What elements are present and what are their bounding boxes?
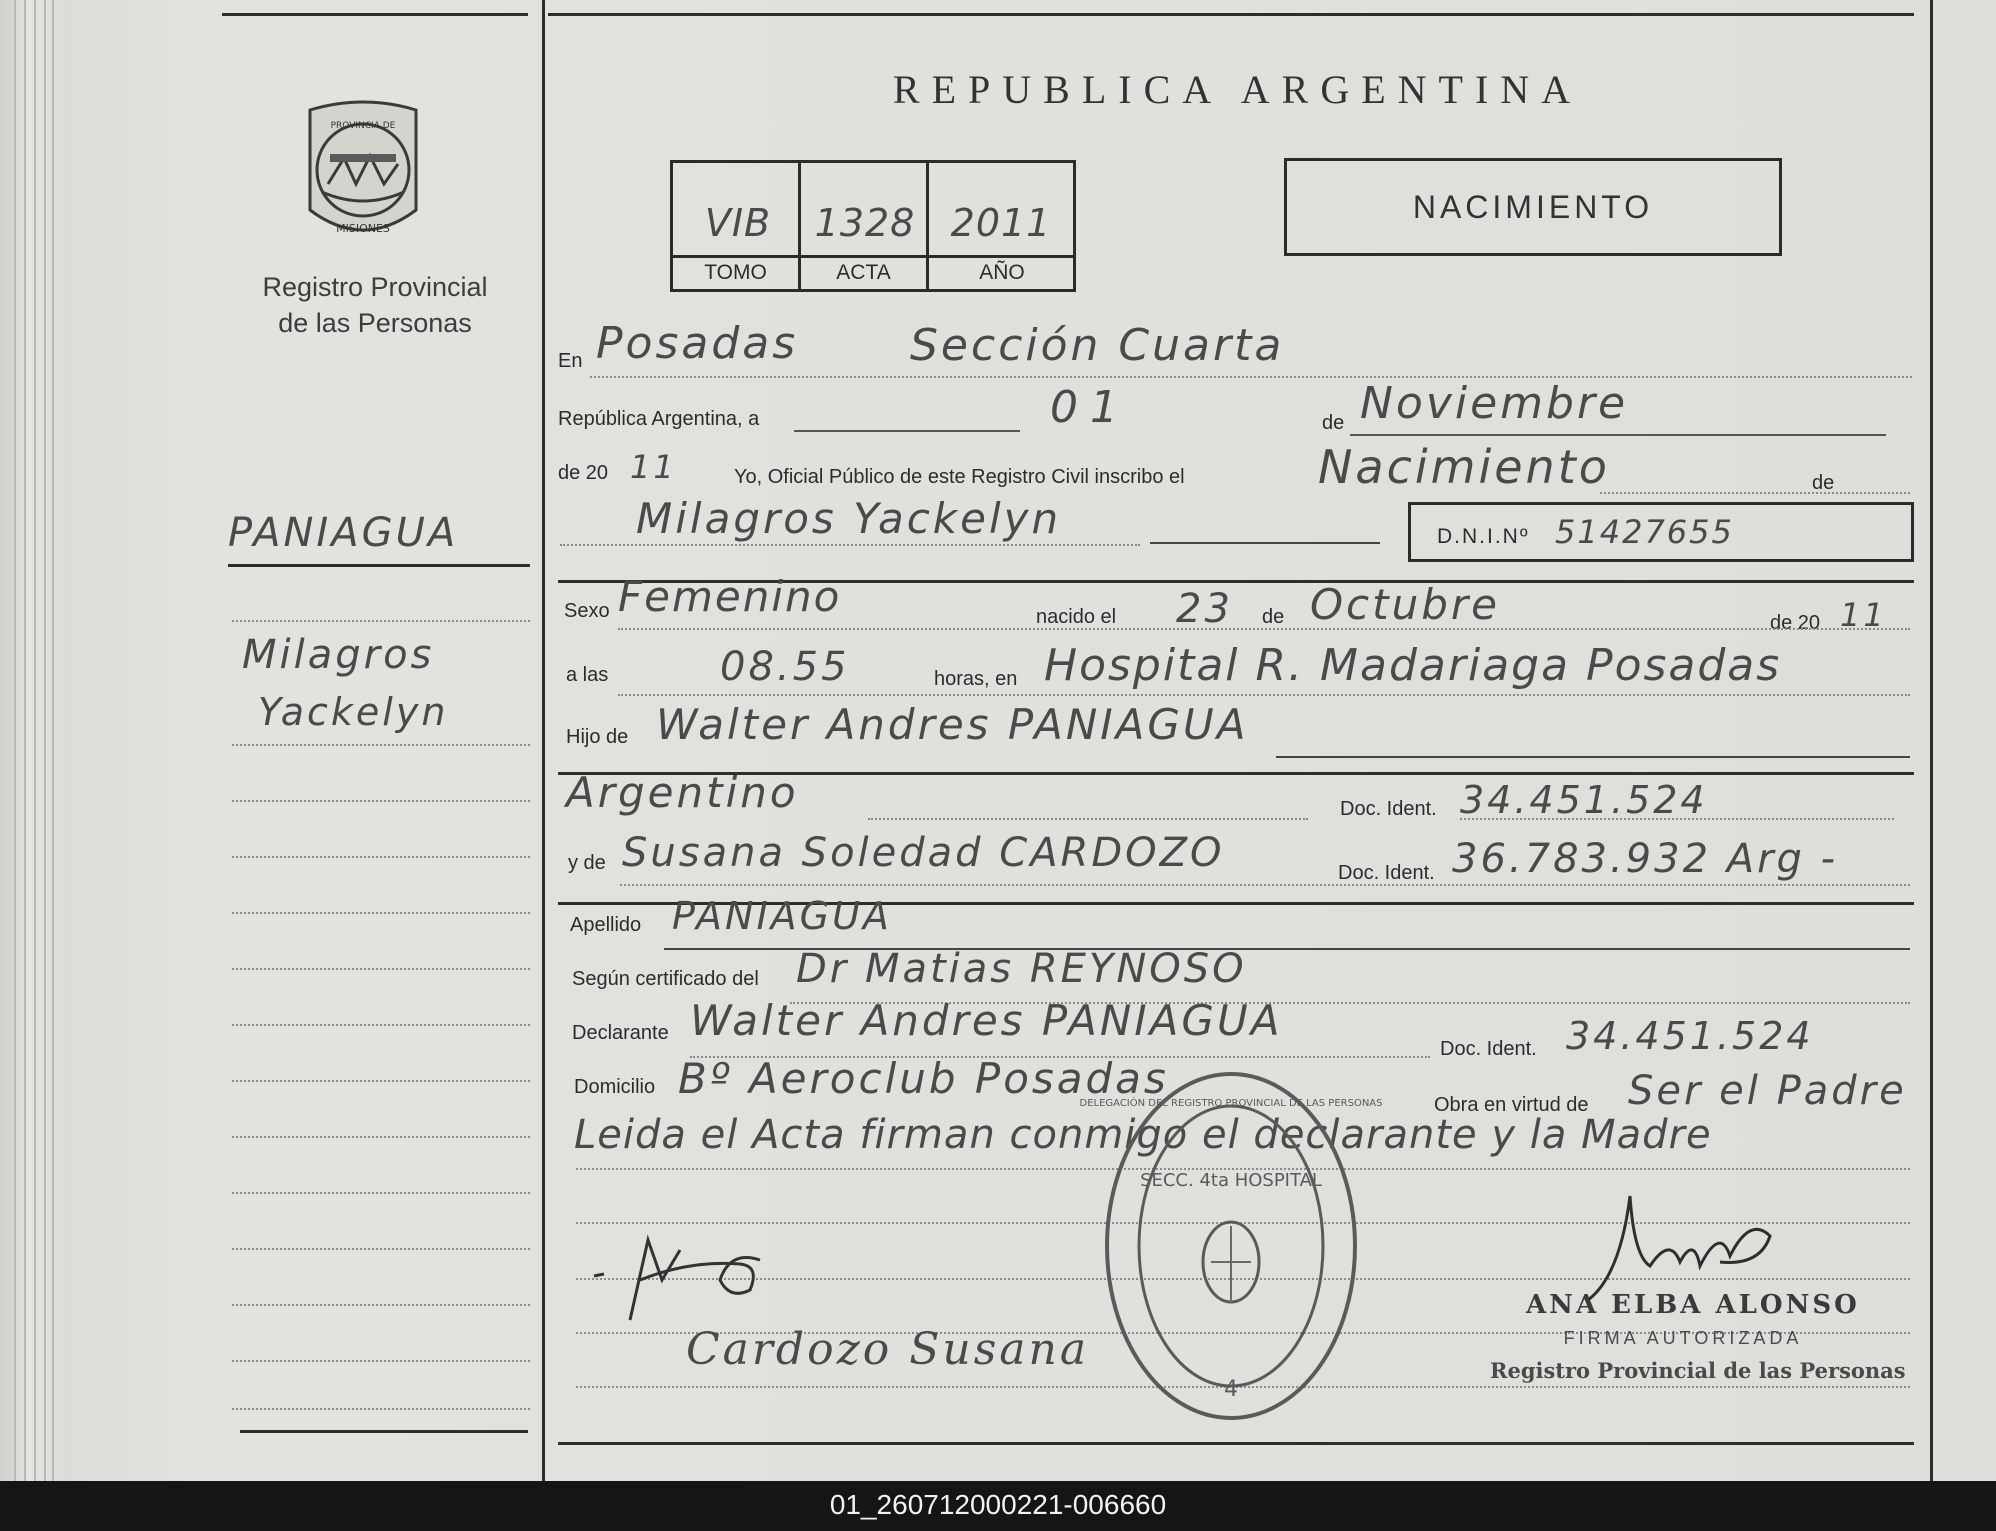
official-registry: Registro Provincial de las Personas (1490, 1358, 1906, 1383)
margin-surname: PANIAGUA (228, 510, 459, 556)
mother-label: y de (568, 852, 606, 874)
child-name-value: Milagros Yackelyn (636, 494, 1062, 543)
page-edge (34, 0, 36, 1481)
official-title: FIRMA AUTORIZADA (1563, 1328, 1803, 1348)
country-heading: REPUBLICA ARGENTINA (892, 67, 1583, 112)
page-edge (24, 0, 26, 1481)
margin-surname-rule (228, 564, 530, 567)
de-label: de (1322, 412, 1345, 434)
address-label: Domicilio (574, 1076, 656, 1098)
line-6-dots (618, 694, 1910, 696)
top-rule-right (548, 13, 1914, 16)
tomo-value: VIB (704, 201, 772, 245)
stamp-outer-text: DELEGACIÓN DEL REGISTRO PROVINCIAL DE LAS PERSONAS (1079, 1098, 1383, 1109)
official-stamp (1079, 1066, 1383, 1426)
line-8-dots (868, 818, 1308, 820)
top-rule-left (222, 13, 528, 16)
cert-label: Según certificado del (572, 968, 759, 990)
margin-dotted-line (232, 1080, 530, 1082)
cert-value: Dr Matias REYNOSO (796, 946, 1247, 992)
image-code: 01_260712000221-006660 (829, 1489, 1167, 1520)
margin-bottom-rule (240, 1430, 528, 1433)
doc-label-1: Doc. Ident. (1340, 798, 1437, 820)
seal-top-text: PROVINCIA DE (330, 121, 396, 131)
line-5-dots (618, 628, 1910, 630)
line-4-dots (560, 544, 1140, 546)
republic-label: República Argentina, a (558, 408, 760, 430)
father-doc-value: 34.451.524 (1460, 778, 1708, 822)
month-underline (1350, 434, 1886, 436)
sex-value: Femenino (618, 572, 842, 621)
margin-given-name-1: Milagros (242, 632, 435, 678)
margin-dotted-line (232, 744, 530, 746)
mother-doc-value: 36.783.932 Arg - (1452, 836, 1839, 882)
official-signature (1580, 1186, 1780, 1306)
month-value: Noviembre (1360, 378, 1629, 429)
margin-dotted-line (232, 912, 530, 914)
ano-label: AÑO (979, 261, 1025, 284)
declarant-doc-value: 34.451.524 (1566, 1014, 1814, 1058)
born-month-value: Octubre (1310, 580, 1501, 629)
born-de-label: de (1262, 606, 1285, 628)
ano-value: 2011 (950, 201, 1052, 245)
born-label: nacido el (1036, 606, 1117, 628)
record-type-box (1284, 158, 1782, 256)
doc-label-2: Doc. Ident. (1338, 862, 1435, 884)
dni-value: 51427655 (1555, 513, 1734, 551)
en-label: En (558, 350, 583, 372)
page-edge (52, 0, 54, 1481)
closing-text: Leida el Acta firman conmigo el declarante y la Madre (574, 1112, 1712, 1158)
father-nationality-value: Argentino (566, 768, 799, 817)
de-label-2: de (1812, 472, 1835, 494)
time-label: a las (566, 664, 609, 686)
mother-signature: Cardozo Susana (686, 1324, 1090, 1375)
margin-dotted-line (232, 1248, 530, 1250)
official-text: Yo, Oficial Público de este Registro Civil inscribo el (734, 466, 1185, 488)
margin-dotted-line (232, 620, 530, 622)
event-value: Nacimiento (1318, 440, 1610, 494)
acta-value: 1328 (814, 201, 916, 245)
year-suffix: 11 (630, 448, 677, 486)
line-3-dots (1600, 492, 1910, 494)
official-name: ANA ELBA ALONSO (1526, 1290, 1860, 1320)
line-1-dots (590, 376, 1912, 378)
place-value: Posadas (596, 318, 799, 369)
section-value: Sección Cuarta (910, 320, 1285, 371)
page-edge (44, 0, 46, 1481)
margin-dotted-line (232, 1304, 530, 1306)
year-prefix: de 20 (558, 462, 609, 484)
registry-seal (300, 100, 426, 246)
image-footer (0, 1481, 1996, 1531)
birth-place-value: Hospital R. Madariaga Posadas (1044, 640, 1782, 691)
margin-dotted-line (232, 800, 530, 802)
surname-label: Apellido (570, 914, 642, 936)
declarant-value: Walter Andres PANIAGUA (690, 996, 1283, 1045)
stamp-number: 4 (1224, 1377, 1238, 1402)
sex-label: Sexo (564, 600, 610, 622)
margin-dotted-line (232, 856, 530, 858)
margin-dotted-line (232, 1408, 530, 1410)
child-name-underline (1150, 542, 1380, 544)
declarant-signature (590, 1220, 810, 1330)
time-value: 08.55 (720, 644, 850, 690)
registry-name-line1: Registro Provincial (262, 272, 488, 302)
margin-given-name-2: Yackelyn (258, 690, 449, 734)
record-ids-table (670, 160, 1076, 292)
day-underline (794, 430, 1020, 432)
acta-label: ACTA (836, 261, 891, 284)
mother-name-value: Susana Soledad CARDOZO (622, 830, 1225, 876)
doc-label-3: Doc. Ident. (1440, 1038, 1537, 1060)
father-name-value: Walter Andres PANIAGUA (656, 700, 1249, 749)
right-border (1930, 0, 1933, 1481)
bottom-rule (558, 1442, 1914, 1445)
page-edge (14, 0, 16, 1481)
registry-name-line2: de las Personas (278, 308, 472, 338)
father-name-underline (1276, 756, 1910, 758)
surname-value: PANIAGUA (672, 894, 892, 938)
address-value: Bº Aeroclub Posadas (678, 1054, 1169, 1103)
margin-dotted-line (232, 1024, 530, 1026)
panel-divider (542, 0, 545, 1481)
record-type-label: NACIMIENTO (1412, 189, 1654, 225)
dni-label: D.N.I.Nº (1437, 525, 1530, 548)
margin-dotted-line (232, 1192, 530, 1194)
born-day-value: 23 (1176, 586, 1233, 632)
born-year-suffix: 11 (1840, 596, 1887, 634)
margin-dotted-line (232, 968, 530, 970)
day-value: 01 (1050, 382, 1130, 433)
tomo-label: TOMO (704, 261, 767, 284)
stamp-inner-text: SECC. 4ta HOSPITAL (1140, 1170, 1322, 1191)
father-label: Hijo de (566, 726, 629, 748)
seal-bottom-text: MISIONES (336, 222, 390, 235)
line-8-dots-right (1460, 818, 1894, 820)
dni-box (1408, 502, 1914, 562)
capacity-label: Obra en virtud de (1434, 1094, 1589, 1116)
capacity-value: Ser el Padre (1628, 1068, 1907, 1114)
born-year-prefix: de 20 (1770, 612, 1821, 634)
margin-dotted-line (232, 1360, 530, 1362)
margin-dotted-line (232, 1136, 530, 1138)
line-9-dots (620, 884, 1910, 886)
declarant-label: Declarante (572, 1022, 669, 1044)
place-label: horas, en (934, 668, 1018, 690)
